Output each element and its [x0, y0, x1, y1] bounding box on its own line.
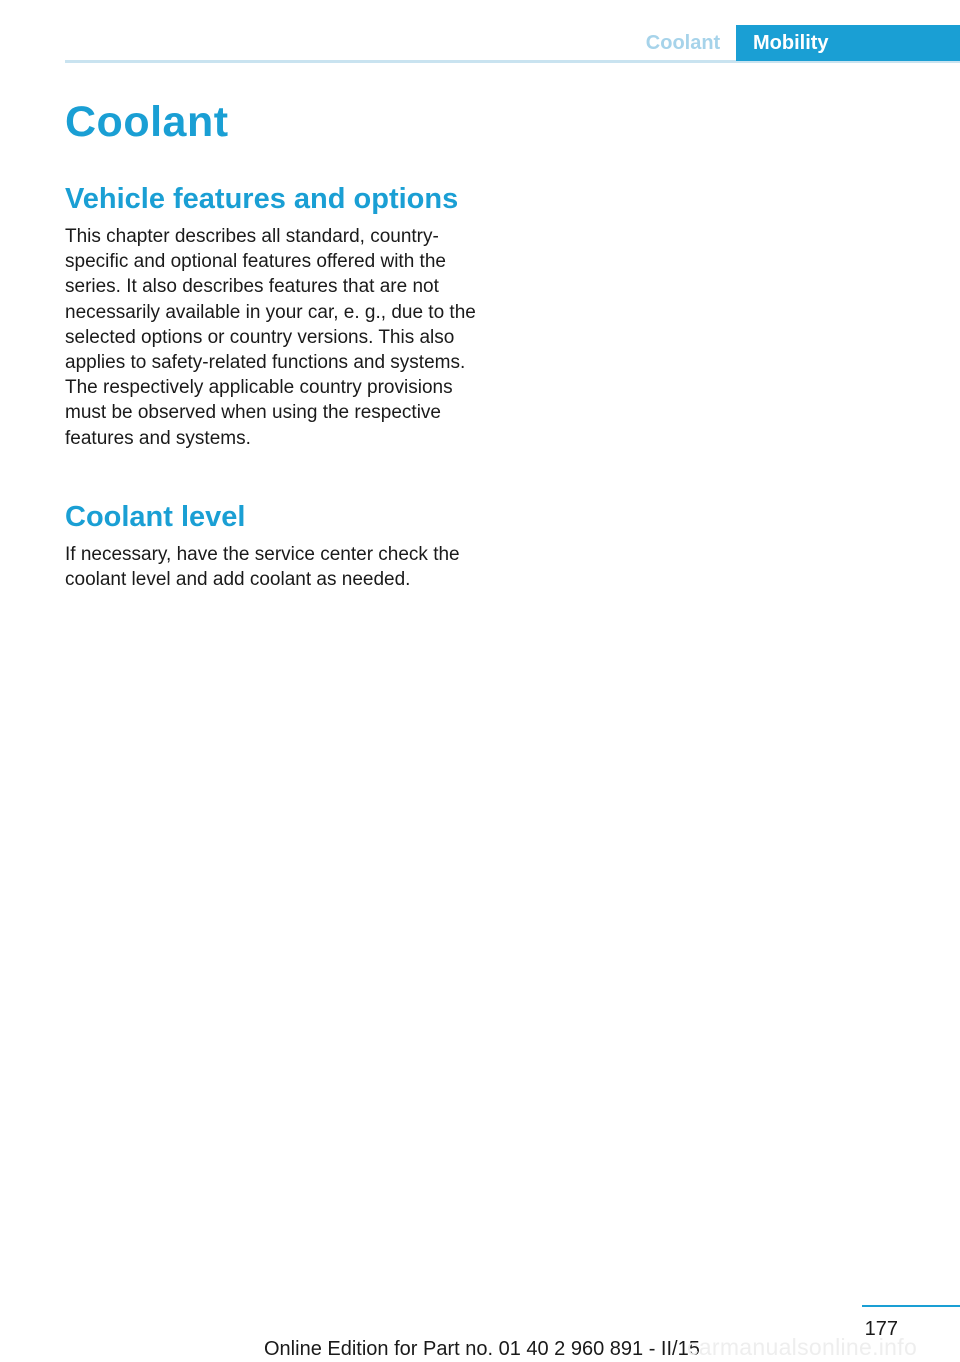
footer-rule	[862, 1305, 960, 1307]
edition-line: Online Edition for Part no. 01 40 2 960 891 - II/15	[264, 1338, 700, 1360]
section-body: If necessary, have the service center check the coolant level and add coolant as needed.	[65, 543, 460, 591]
section-heading: Vehicle features and options	[65, 183, 459, 215]
page-title: Coolant	[65, 98, 229, 146]
section-coolant-level	[65, 499, 485, 592]
tab-coolant[interactable]: Coolant	[645, 31, 721, 54]
watermark: carmanualsonline.info	[687, 1334, 918, 1360]
section-heading: Coolant level	[65, 500, 246, 533]
page-number: 177	[864, 1318, 898, 1340]
section-vehicle-features	[65, 181, 485, 451]
tab-mobility[interactable]: Mobility	[736, 25, 960, 61]
main-content	[65, 96, 485, 592]
section-body: This chapter describes all standard, country-specific and optional features offered with the series. It also describes features that are not necessarily available in your car, e. g., due to the selected options or country versions. This also applies to safety-related functions and systems. The respectively applicable country provisions must be observed when using the respective features and systems.	[65, 226, 476, 449]
